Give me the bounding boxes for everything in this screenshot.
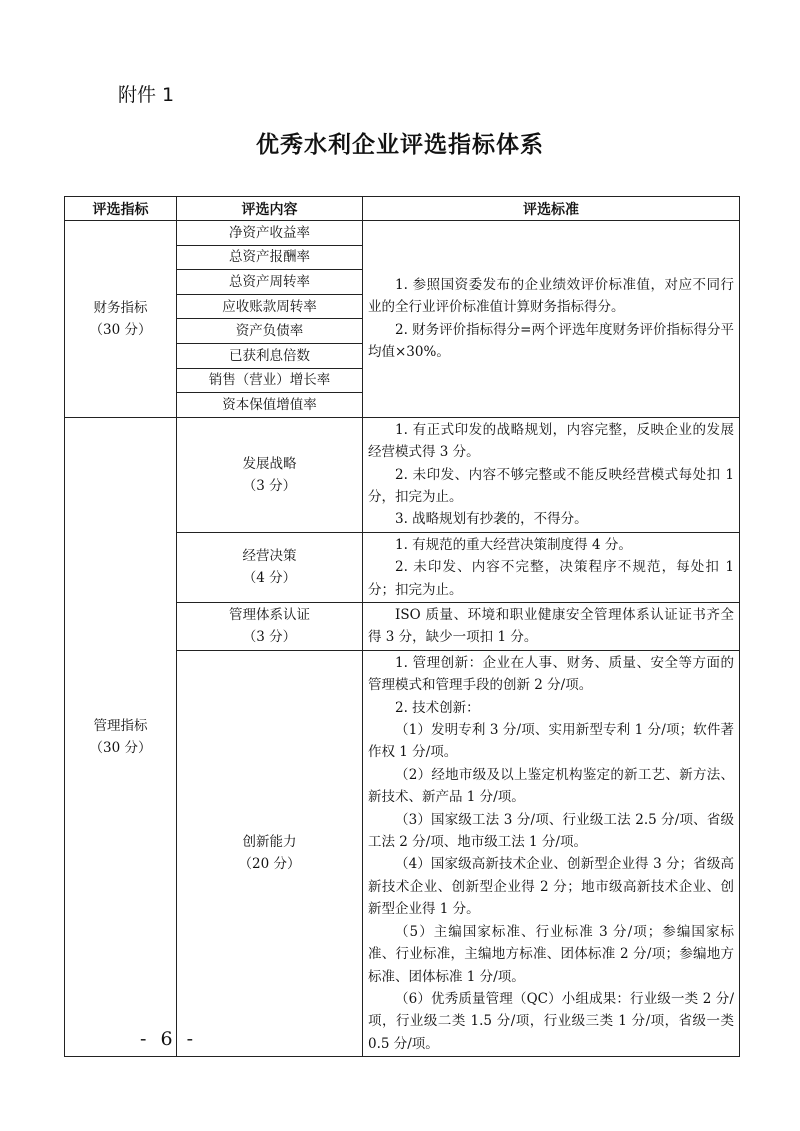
- standard-line: 1. 管理创新：企业在人事、财务、质量、安全等方面的管理模式和管理手段的创新 2 分/项。: [368, 654, 734, 694]
- finance-indicator-cell: [65, 221, 177, 418]
- content-score: （3 分）: [242, 629, 297, 646]
- content-name: 发展战略: [242, 455, 297, 472]
- standard-line: 1. 有规范的重大经营决策制度得 4 分。: [395, 536, 632, 553]
- content-score: （20 分）: [238, 856, 301, 873]
- finance-item: 总资产报酬率: [177, 245, 363, 270]
- finance-standard-line: 1. 参照国资委发布的企业绩效评价标准值，对应不同行业的全行业评价标准值计算财务指标得分。: [368, 277, 734, 316]
- finance-item: 资本保值增值率: [177, 393, 363, 418]
- finance-item: 净资产收益率: [177, 221, 363, 246]
- management-indicator-cell: [65, 417, 177, 1056]
- standard-line: 2. 未印发、内容不够完整或不能反映经营模式每处扣 1 分，扣完为止。: [368, 466, 734, 505]
- table-row: [65, 221, 740, 246]
- finance-indicator-name: 财务指标: [93, 299, 148, 316]
- standard-line: ISO 质量、环境和职业健康安全管理体系认证证书齐全得 3 分，缺少一项扣 1 分。: [368, 607, 734, 646]
- header-content: 评选内容: [177, 197, 363, 221]
- header-indicator: 评选指标: [65, 197, 177, 221]
- table-header-row: [65, 197, 740, 221]
- finance-item: 总资产周转率: [177, 270, 363, 295]
- management-indicator-score: （30 分）: [89, 739, 152, 756]
- standard-cell-strategy: [363, 417, 740, 532]
- content-cell-innovation: [177, 650, 363, 1056]
- standard-cell-innovation: [363, 650, 740, 1056]
- content-name: 创新能力: [242, 834, 297, 851]
- finance-item: 销售（营业）增长率: [177, 368, 363, 393]
- criteria-table: [64, 196, 740, 1057]
- finance-item: 应收账款周转率: [177, 294, 363, 319]
- page-number: - 6 -: [140, 1028, 198, 1050]
- document-title: 优秀水利企业评选指标体系: [256, 132, 544, 158]
- header-standard: 评选标准: [363, 197, 740, 221]
- standard-cell-certification: [363, 603, 740, 651]
- standard-line: 2. 未印发、内容不完整，决策程序不规范，每处扣 1 分；扣完为止。: [368, 559, 734, 598]
- attachment-label: 附件 1: [118, 84, 175, 106]
- content-name: 管理体系认证: [229, 607, 310, 624]
- content-cell-strategy: [177, 417, 363, 532]
- finance-indicator-score: （30 分）: [89, 321, 152, 338]
- finance-standard-cell: [363, 221, 740, 418]
- management-indicator-name: 管理指标: [93, 717, 148, 734]
- content-score: （4 分）: [242, 570, 297, 587]
- content-cell-decision: [177, 532, 363, 602]
- standard-line: （6）优秀质量管理（QC）小组成果：行业级一类 2 分/项，行业级二类 1.5 分/项，行业级三类 1 分/项，省级一类 0.5 分/项。: [368, 990, 734, 1052]
- standard-line: （2）经地市级及以上鉴定机构鉴定的新工艺、新方法、新技术、新产品 1 分/项。: [368, 766, 734, 806]
- standard-line: 1. 有正式印发的战略规划，内容完整，反映企业的发展经营模式得 3 分。: [368, 421, 734, 461]
- standard-line: （5）主编国家标准、行业标准 3 分/项；参编国家标准、行业标准，主编地方标准、团体标准 2 分/项；参编地方标准、团体标准 1 分/项。: [368, 923, 734, 985]
- content-name: 经营决策: [242, 548, 297, 565]
- standard-line: 2. 技术创新：: [395, 699, 480, 716]
- content-score: （3 分）: [242, 477, 297, 494]
- finance-standard-line: 2. 财务评价指标得分=两个评选年度财务评价指标得分平均值×30%。: [368, 321, 734, 361]
- finance-item: 已获利息倍数: [177, 343, 363, 368]
- standard-line: （4）国家级高新技术企业、创新型企业得 3 分；省级高新技术企业、创新型企业得 2 分；地市级高新技术企业、创新型企业得 1 分。: [368, 856, 734, 918]
- standard-cell-decision: [363, 532, 740, 602]
- finance-item: 资产负债率: [177, 319, 363, 344]
- table-row: [65, 417, 740, 532]
- standard-line: （1）发明专利 3 分/项、实用新型专利 1 分/项；软件著作权 1 分/项。: [368, 722, 734, 761]
- standard-line: （3）国家级工法 3 分/项、行业级工法 2.5 分/项、省级工法 2 分/项、地市级工法 1 分/项。: [368, 811, 734, 851]
- standard-line: 3. 战略规划有抄袭的，不得分。: [395, 511, 588, 528]
- content-cell-certification: [177, 603, 363, 651]
